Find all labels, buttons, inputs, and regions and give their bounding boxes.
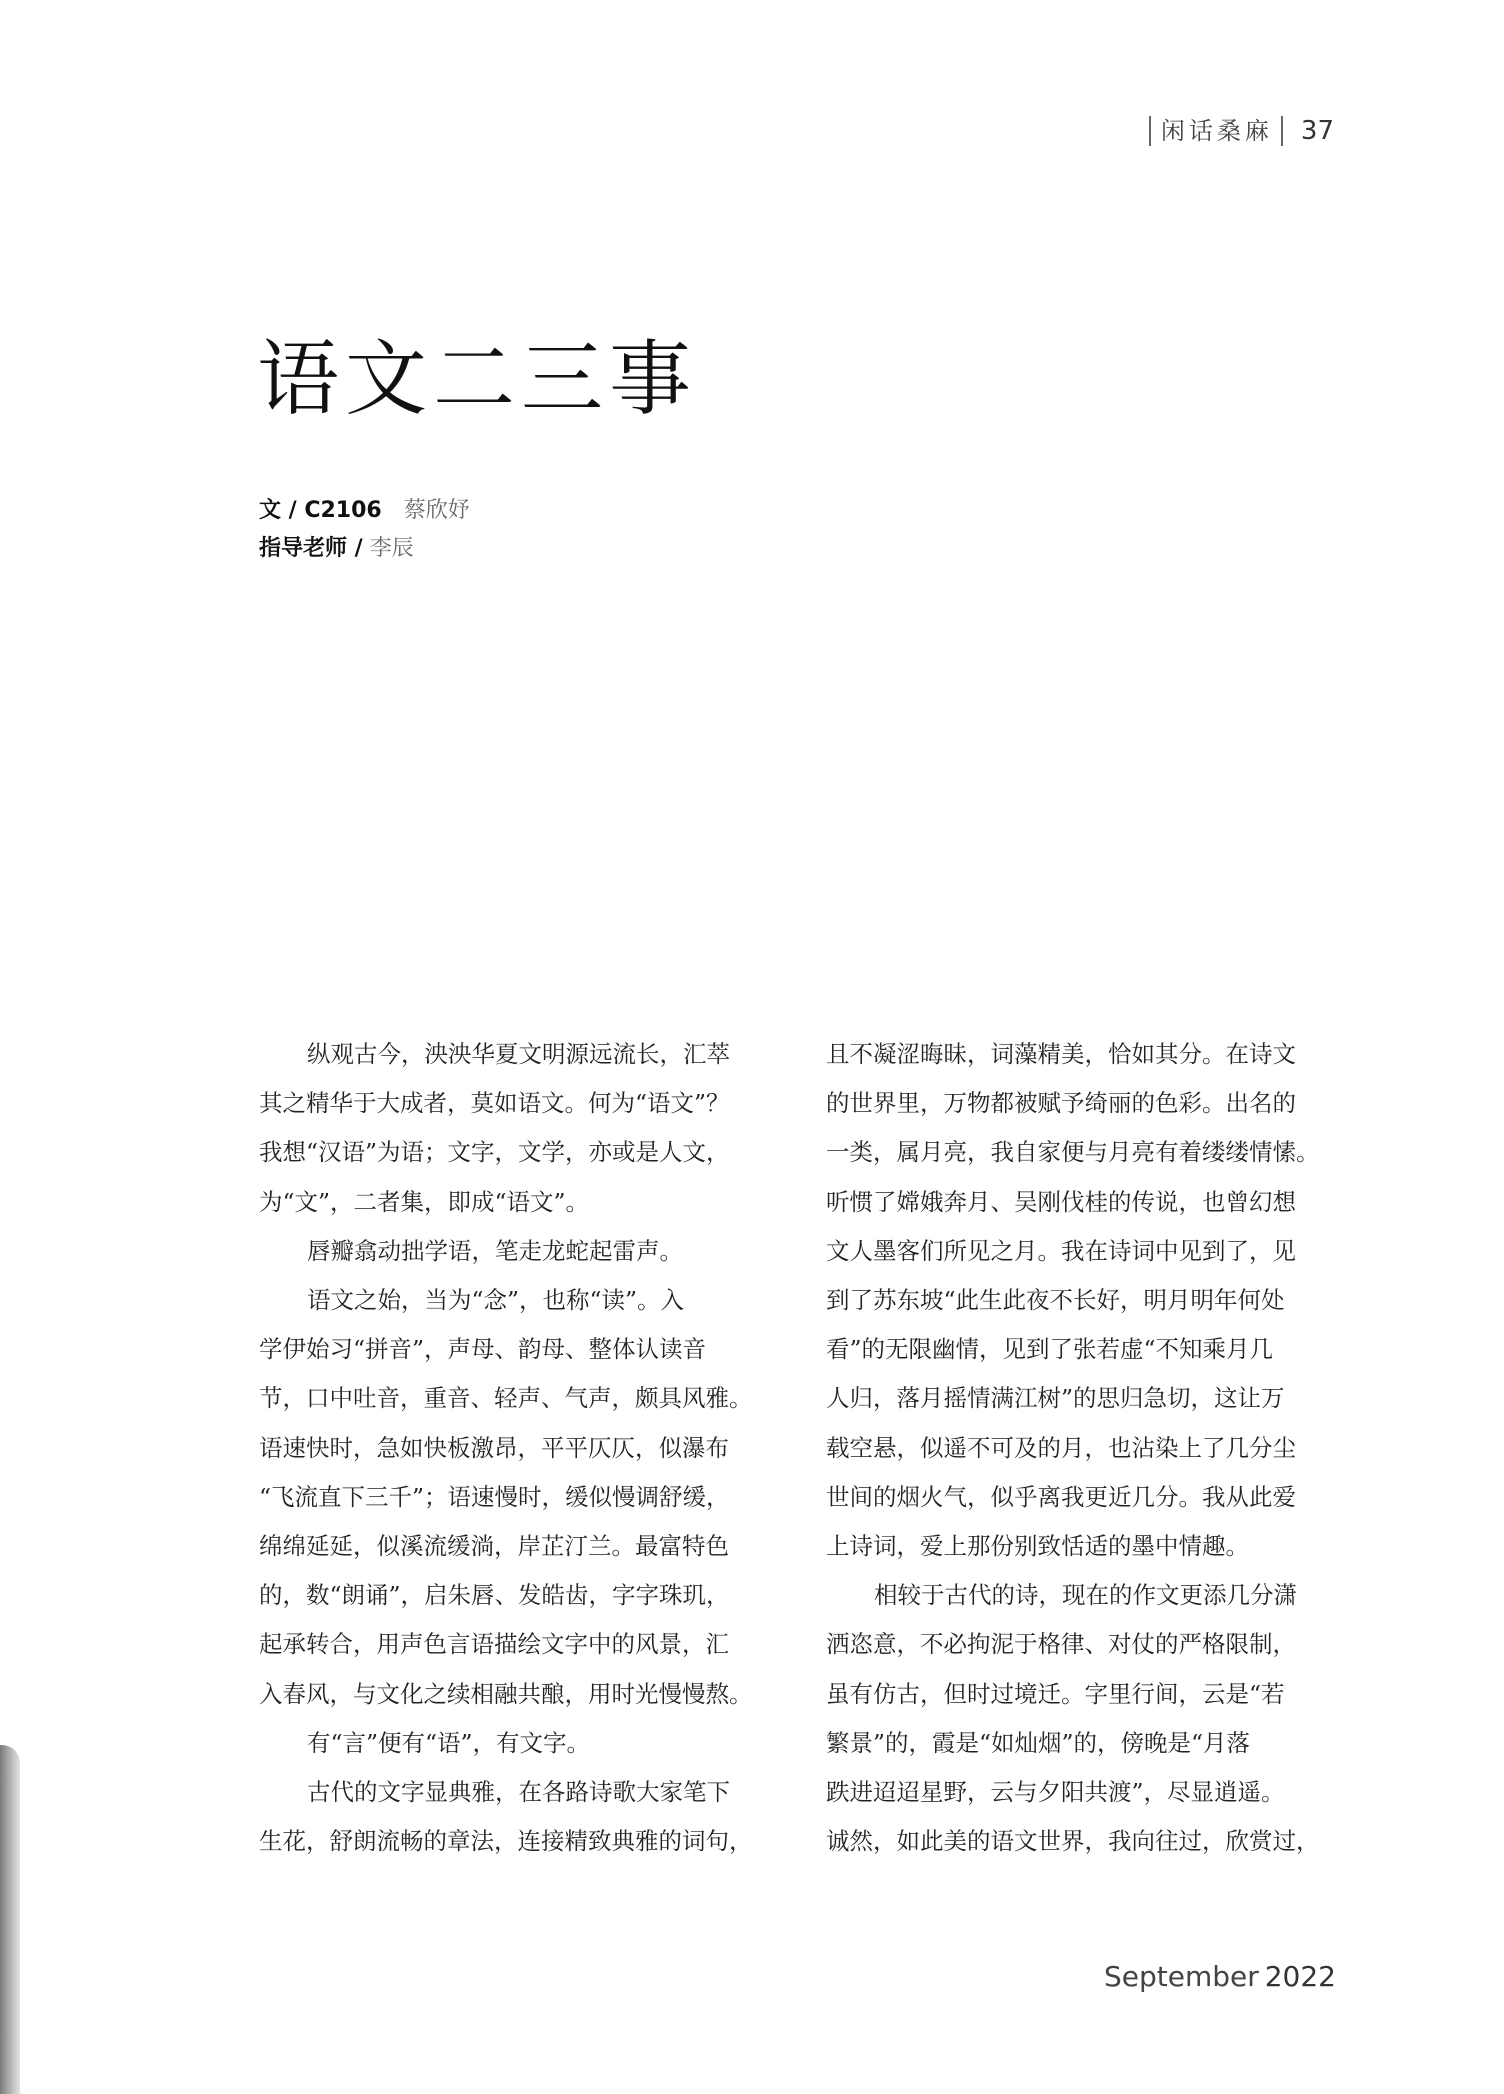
text-line: 我想“汉语”为语；文字，文学，亦或是人文，	[259, 1138, 730, 1167]
text-line: 绵绵延延，似溪流缓淌，岸芷汀兰。最富特色	[259, 1532, 729, 1561]
text-line: 语速快时，急如快板激昂，平平仄仄，似瀑布	[259, 1433, 729, 1462]
teacher-line	[259, 530, 470, 568]
text-line: 且不凝涩晦昧，词藻精美，恰如其分。在诗文	[826, 1040, 1296, 1068]
left-column	[259, 1030, 769, 1866]
text-line: 有“言”便有“语”，有文字。	[307, 1728, 591, 1757]
text-line: 的，数“朗诵”，启朱唇、发皓齿，字字珠玑，	[259, 1581, 730, 1610]
text-line: 听惯了嫦娥奔月、吴刚伐桂的传说，也曾幻想	[826, 1187, 1296, 1216]
author-line	[259, 492, 470, 530]
text-line: 生花，舒朗流畅的章法，连接精致典雅的词句，	[259, 1827, 753, 1856]
teacher-name: 李辰	[369, 536, 414, 561]
issue-month: September	[1103, 1960, 1259, 1993]
text-line: 看”的无限幽情，见到了张若虚“不知乘月几	[826, 1335, 1274, 1364]
issue-year: 2022	[1264, 1960, 1336, 1993]
text-line: 其之精华于大成者，莫如语文。何为“语文”？	[259, 1089, 730, 1118]
right-column	[826, 1030, 1336, 1866]
text-line: 跌进迢迢星野，云与夕阳共渡”，尽显逍遥。	[826, 1778, 1285, 1807]
text-line: 人归，落月摇情满江树”的思归急切，这让万	[826, 1384, 1285, 1413]
teacher-label: 指导老师 /	[259, 536, 363, 561]
text-line: 洒恣意，不必拘泥于格律、对仗的严格限制，	[826, 1630, 1296, 1659]
text-line: 学伊始习“拼音”，声母、韵母、整体认读音	[259, 1335, 707, 1364]
page-number: 37	[1300, 116, 1334, 146]
issue-date	[1104, 1960, 1336, 1993]
text-line: 的世界里，万物都被赋予绮丽的色彩。出名的	[826, 1089, 1296, 1118]
text-line: 节，口中吐音，重音、轻声、气声，颇具风雅。	[259, 1384, 753, 1413]
section-name: 闲话桑麻	[1149, 116, 1283, 146]
text-line: 唇瓣翕动拙学语，笔走龙蛇起雷声。	[307, 1236, 683, 1265]
author-label: 文 / C2106	[259, 498, 382, 523]
text-line: 诚然，如此美的语文世界，我向往过，欣赏过，	[826, 1827, 1320, 1856]
text-line: 语文之始，当为“念”，也称“读”。入	[307, 1286, 685, 1315]
text-line: 繁景”的，霞是“如灿烟”的，傍晚是“月落	[826, 1728, 1251, 1757]
text-line: 世间的烟火气，似乎离我更近几分。我从此爱	[826, 1482, 1296, 1511]
text-line: 载空悬，似遥不可及的月，也沾染上了几分尘	[826, 1433, 1296, 1462]
text-line: “飞流直下三千”；语速慢时，缓似慢调舒缓，	[259, 1482, 730, 1511]
byline	[259, 492, 470, 568]
text-line: 相较于古代的诗，现在的作文更添几分潇	[874, 1581, 1297, 1610]
text-line: 一类，属月亮，我自家便与月亮有着缕缕情愫。	[826, 1138, 1320, 1167]
text-line: 入春风，与文化之续相融共酿，用时光慢慢熬。	[259, 1679, 753, 1708]
page-header	[1149, 113, 1334, 149]
author-name: 蔡欣妤	[403, 498, 470, 523]
text-line: 虽有仿古，但时过境迁。字里行间，云是“若	[826, 1679, 1285, 1708]
text-line: 起承转合，用声色言语描绘文字中的风景，汇	[259, 1630, 729, 1659]
text-line: 古代的文字显典雅，在各路诗歌大家笔下	[307, 1778, 730, 1807]
article-title: 语文二三事	[257, 332, 698, 427]
text-line: 文人墨客们所见之月。我在诗词中见到了，见	[826, 1236, 1296, 1265]
text-line: 到了苏东坡“此生此夜不长好，明月明年何处	[826, 1286, 1285, 1315]
text-line: 上诗词，爱上那份别致恬适的墨中情趣。	[826, 1532, 1249, 1561]
text-line: 纵观古今，泱泱华夏文明源远流长，汇萃	[307, 1040, 730, 1068]
decorative-image-edge	[0, 1745, 20, 2094]
text-line: 为“文”，二者集，即成“语文”。	[259, 1187, 590, 1216]
